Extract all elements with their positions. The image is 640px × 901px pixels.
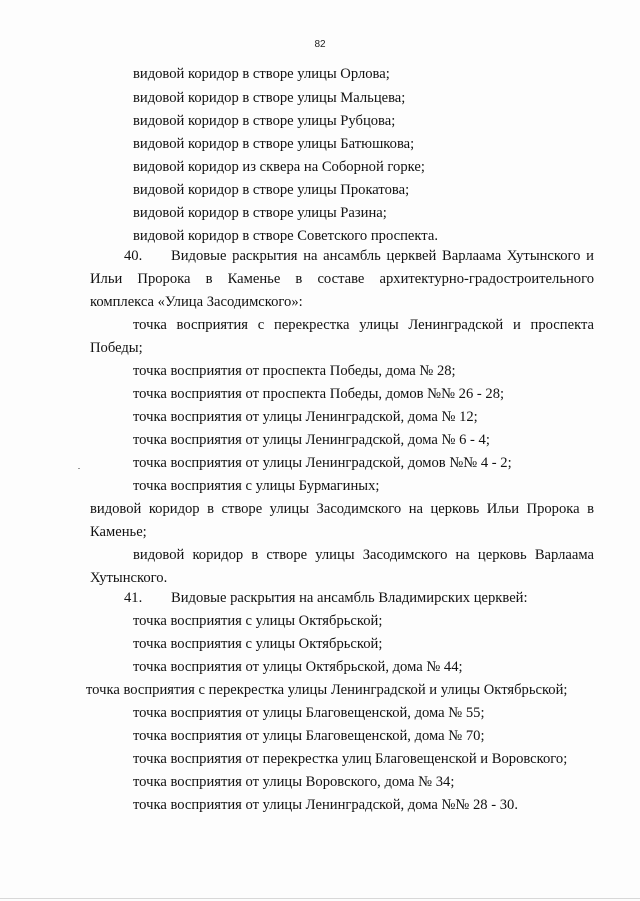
paragraph-40-line-1: Видовые раскрытия на ансамбль церквей Варлаама Хутынского и	[171, 248, 594, 264]
paragraph-number-40: 40.	[124, 248, 143, 264]
text-line: точка восприятия от перекрестка улиц Благовещенской и Воровского;	[133, 751, 568, 767]
text-line: видовой коридор в створе улицы Засодимского на церковь Ильи Пророка в	[90, 501, 594, 517]
text-line: точка восприятия от улицы Ленинградской, дома №№ 28 - 30.	[133, 797, 519, 813]
text-line: Каменье;	[90, 524, 147, 540]
text-line: видовой коридор в створе улицы Прокатова;	[133, 182, 410, 198]
text-line: видовой коридор в створе улицы Рубцова;	[133, 113, 396, 129]
text-line: видовой коридор из сквера на Соборной горке;	[133, 159, 425, 175]
paragraph-40-line-3: комплекса «Улица Засодимского»:	[90, 294, 303, 310]
text-line: точка восприятия с перекрестка улицы Ленинградской и проспекта	[133, 317, 594, 333]
page-number: 82	[314, 39, 326, 50]
scan-speck	[78, 468, 80, 469]
text-line: точка восприятия с улицы Октябрьской;	[133, 636, 383, 652]
text-line: видовой коридор в створе улицы Засодимского на церковь Варлаама	[133, 547, 594, 563]
text-line: Победы;	[90, 340, 143, 356]
text-line: точка восприятия от улицы Ленинградской, дома № 12;	[133, 409, 478, 425]
paragraph-40-line-2: Ильи Пророка в Каменье в составе архитектурно-градостроительного	[90, 271, 594, 287]
paragraph-41-line-1: Видовые раскрытия на ансамбль Владимирских церквей:	[171, 590, 528, 606]
text-line: видовой коридор в створе улицы Орлова;	[133, 66, 390, 82]
text-line: точка восприятия от улицы Ленинградской, домов №№ 4 - 2;	[133, 455, 512, 471]
text-line: видовой коридор в створе улицы Батюшкова;	[133, 136, 415, 152]
text-line: точка восприятия с перекрестка улицы Ленинградской и улицы Октябрьской;	[86, 682, 568, 698]
text-line: Хутынского.	[90, 570, 168, 586]
text-line: точка восприятия от улицы Благовещенской, дома № 55;	[133, 705, 485, 721]
text-line: точка восприятия от улицы Октябрьской, дома № 44;	[133, 659, 463, 675]
text-line: точка восприятия от улицы Благовещенской, дома № 70;	[133, 728, 485, 744]
text-line: точка восприятия от улицы Ленинградской, дома № 6 - 4;	[133, 432, 490, 448]
text-line: видовой коридор в створе улицы Разина;	[133, 205, 387, 221]
text-line: точка восприятия с улицы Октябрьской;	[133, 613, 383, 629]
text-line: точка восприятия от проспекта Победы, домов №№ 26 - 28;	[133, 386, 505, 402]
scan-edge	[0, 898, 640, 899]
text-line: видовой коридор в створе Советского проспекта.	[133, 228, 438, 244]
paragraph-number-41: 41.	[124, 590, 143, 606]
text-line: точка восприятия от улицы Воровского, дома № 34;	[133, 774, 455, 790]
text-line: видовой коридор в створе улицы Мальцева;	[133, 90, 406, 106]
text-line: точка восприятия с улицы Бурмагиных;	[133, 478, 380, 494]
text-line: точка восприятия от проспекта Победы, дома № 28;	[133, 363, 456, 379]
